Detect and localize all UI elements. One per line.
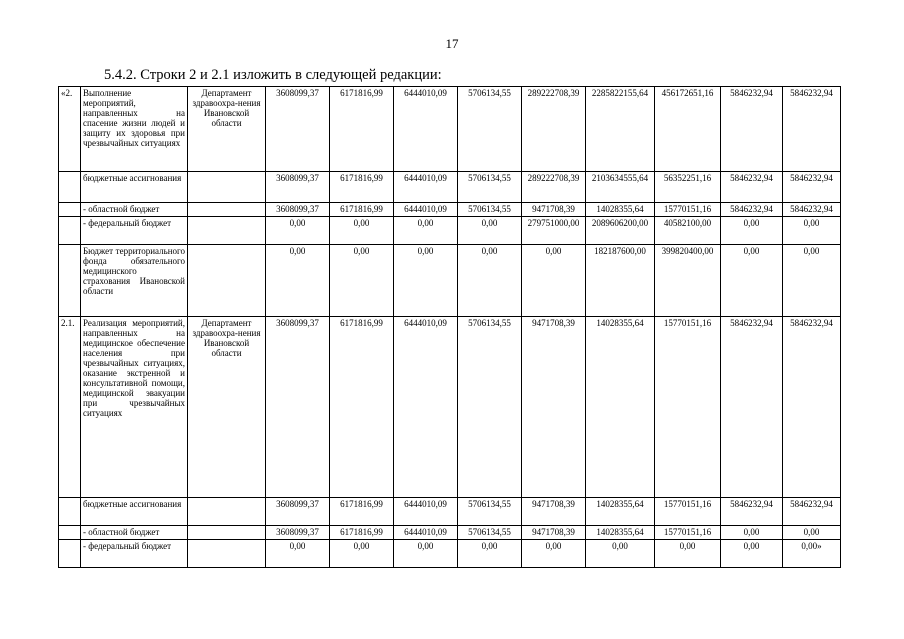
value-cell: 3608099,37 <box>266 498 330 526</box>
value-cell: 289222708,39 <box>522 172 586 203</box>
row-index-cell <box>59 498 81 526</box>
value-cell: 5846232,94 <box>783 172 841 203</box>
value-cell: 6171816,99 <box>330 317 394 498</box>
value-cell: 289222708,39 <box>522 87 586 172</box>
value-cell: 5846232,94 <box>783 498 841 526</box>
value-cell: 15770151,16 <box>655 317 721 498</box>
row-description-cell: Реализация мероприятий, направленных на медицинское обеспечение населения при чрезвычайных ситуациях, оказание экстренной и консультативной помощи, медицинской эвакуации при чрезвычайных ситуациях <box>81 317 188 498</box>
value-cell: 399820400,00 <box>655 245 721 317</box>
row-description-cell: бюджетные ассигнования <box>81 172 188 203</box>
row-index-cell <box>59 245 81 317</box>
value-cell: 5846232,94 <box>721 498 783 526</box>
value-cell: 0,00 <box>394 245 458 317</box>
value-cell: 5846232,94 <box>783 87 841 172</box>
value-cell: 0,00 <box>783 217 841 245</box>
table-row <box>59 245 841 317</box>
value-cell: 40582100,00 <box>655 217 721 245</box>
value-cell: 0,00 <box>266 217 330 245</box>
row-department-cell: Департамент здравоохра-нения Ивановской области <box>188 87 266 172</box>
value-cell: 0,00 <box>522 245 586 317</box>
page-number: 17 <box>445 36 459 51</box>
row-index-cell: 2.1. <box>59 317 81 498</box>
value-cell: 456172651,16 <box>655 87 721 172</box>
value-cell: 279751000,00 <box>522 217 586 245</box>
value-cell: 3608099,37 <box>266 203 330 217</box>
value-cell: 5846232,94 <box>783 203 841 217</box>
value-cell: 14028355,64 <box>586 498 655 526</box>
value-cell: 6444010,09 <box>394 203 458 217</box>
value-cell: 5706134,55 <box>458 526 522 540</box>
value-cell: 5706134,55 <box>458 87 522 172</box>
section-heading: 5.4.2. Строки 2 и 2.1 изложить в следующей редакции: <box>104 67 442 83</box>
value-cell: 0,00 <box>330 540 394 568</box>
row-department-cell <box>188 498 266 526</box>
row-description-cell: - областной бюджет <box>81 526 188 540</box>
row-department-cell <box>188 217 266 245</box>
value-cell: 0,00» <box>783 540 841 568</box>
value-cell: 15770151,16 <box>655 498 721 526</box>
value-cell: 0,00 <box>655 540 721 568</box>
value-cell: 6171816,99 <box>330 526 394 540</box>
value-cell: 2285822155,64 <box>586 87 655 172</box>
value-cell: 15770151,16 <box>655 526 721 540</box>
value-cell: 0,00 <box>586 540 655 568</box>
table-row <box>59 172 841 203</box>
row-department-cell <box>188 245 266 317</box>
value-cell: 5706134,55 <box>458 317 522 498</box>
value-cell: 5846232,94 <box>721 87 783 172</box>
value-cell: 9471708,39 <box>522 317 586 498</box>
value-cell: 3608099,37 <box>266 526 330 540</box>
value-cell: 6444010,09 <box>394 498 458 526</box>
table-row <box>59 203 841 217</box>
value-cell: 56352251,16 <box>655 172 721 203</box>
value-cell: 0,00 <box>330 217 394 245</box>
row-index-cell <box>59 540 81 568</box>
value-cell: 5846232,94 <box>721 172 783 203</box>
value-cell: 6171816,99 <box>330 87 394 172</box>
value-cell: 5846232,94 <box>783 317 841 498</box>
value-cell: 0,00 <box>783 526 841 540</box>
row-department-cell <box>188 526 266 540</box>
row-description-cell: Бюджет территориального фонда обязательного медицинского страхования Ивановской области <box>81 245 188 317</box>
row-department-cell <box>188 172 266 203</box>
value-cell: 6444010,09 <box>394 87 458 172</box>
value-cell: 5846232,94 <box>721 203 783 217</box>
value-cell: 9471708,39 <box>522 526 586 540</box>
value-cell: 2103634555,64 <box>586 172 655 203</box>
row-index-cell <box>59 217 81 245</box>
row-index-cell <box>59 172 81 203</box>
table-row <box>59 526 841 540</box>
row-description-cell: бюджетные ассигнования <box>81 498 188 526</box>
value-cell: 9471708,39 <box>522 203 586 217</box>
value-cell: 2089606200,00 <box>586 217 655 245</box>
value-cell: 6171816,99 <box>330 498 394 526</box>
value-cell: 0,00 <box>721 526 783 540</box>
value-cell: 6171816,99 <box>330 203 394 217</box>
value-cell: 3608099,37 <box>266 172 330 203</box>
row-index-cell: «2. <box>59 87 81 172</box>
table-row <box>59 498 841 526</box>
row-department-cell <box>188 540 266 568</box>
value-cell: 0,00 <box>330 245 394 317</box>
value-cell: 0,00 <box>458 540 522 568</box>
value-cell: 5706134,55 <box>458 498 522 526</box>
value-cell: 0,00 <box>522 540 586 568</box>
row-department-cell: Департамент здравоохра-нения Ивановской области <box>188 317 266 498</box>
value-cell: 14028355,64 <box>586 526 655 540</box>
value-cell: 6171816,99 <box>330 172 394 203</box>
value-cell: 6444010,09 <box>394 172 458 203</box>
value-cell: 15770151,16 <box>655 203 721 217</box>
value-cell: 0,00 <box>458 245 522 317</box>
table-row <box>59 87 841 172</box>
table-row <box>59 217 841 245</box>
value-cell: 6444010,09 <box>394 317 458 498</box>
value-cell: 3608099,37 <box>266 87 330 172</box>
value-cell: 5846232,94 <box>721 317 783 498</box>
value-cell: 0,00 <box>266 540 330 568</box>
budget-table <box>58 86 841 568</box>
row-description-cell: - областной бюджет <box>81 203 188 217</box>
value-cell: 3608099,37 <box>266 317 330 498</box>
value-cell: 5706134,55 <box>458 172 522 203</box>
value-cell: 0,00 <box>721 245 783 317</box>
table-row <box>59 317 841 498</box>
row-index-cell <box>59 526 81 540</box>
value-cell: 9471708,39 <box>522 498 586 526</box>
row-department-cell <box>188 203 266 217</box>
value-cell: 0,00 <box>394 217 458 245</box>
value-cell: 0,00 <box>266 245 330 317</box>
row-description-cell: - федеральный бюджет <box>81 540 188 568</box>
row-index-cell <box>59 203 81 217</box>
value-cell: 14028355,64 <box>586 317 655 498</box>
value-cell: 5706134,55 <box>458 203 522 217</box>
value-cell: 0,00 <box>721 217 783 245</box>
value-cell: 0,00 <box>394 540 458 568</box>
row-description-cell: Выполнение мероприятий, направленных на спасение жизни людей и защиту их здоровья при чрезвычайных ситуациях <box>81 87 188 172</box>
value-cell: 0,00 <box>783 245 841 317</box>
table-row <box>59 540 841 568</box>
row-description-cell: - федеральный бюджет <box>81 217 188 245</box>
value-cell: 0,00 <box>458 217 522 245</box>
value-cell: 0,00 <box>721 540 783 568</box>
value-cell: 182187600,00 <box>586 245 655 317</box>
value-cell: 6444010,09 <box>394 526 458 540</box>
value-cell: 14028355,64 <box>586 203 655 217</box>
